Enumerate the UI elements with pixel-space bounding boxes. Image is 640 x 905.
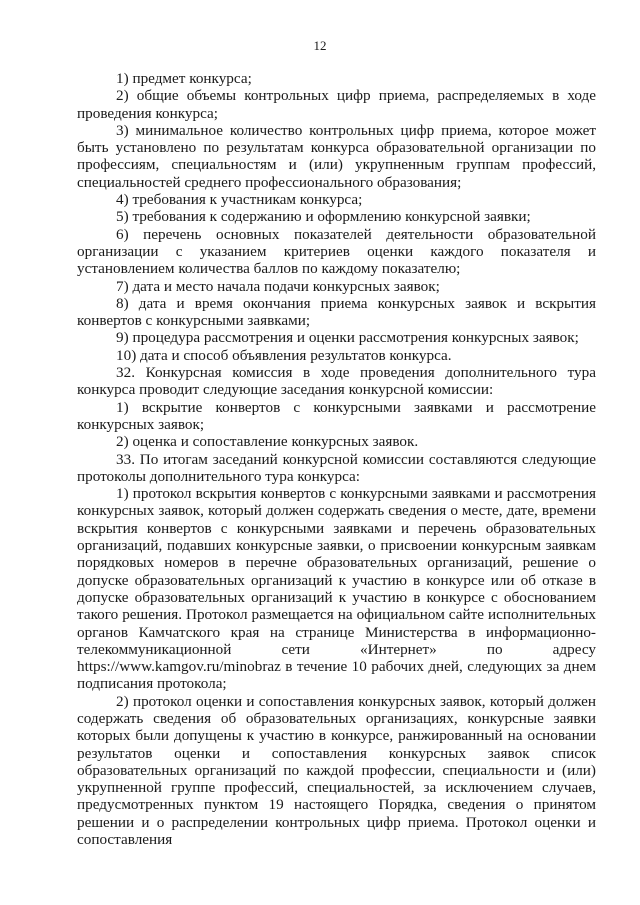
list-item-submission-start: 7) дата и место начала подачи конкурсных заявок; <box>116 277 440 295</box>
clause-33: 33. По итогам заседаний конкурсной комиссии составляются следующие протоколы дополнительного тура конкурса: <box>77 450 596 485</box>
clause-33-item-1: 1) протокол вскрытия конвертов с конкурсными заявками и рассмотрения конкурсных заявок, который должен содержать сведения о месте, дате, времени вскрытия конвертов с конкурсными заявками и перечень образовательных организаций, подавших конкурсные заявки, о присвоении конкурсным заявкам порядковых номеров в перечне образовательных организаций, решение о допуске образовательных организаций к участию в конкурсе или об отказе в допуске образовательных организаций к участию в конкурсе с обоснованием такого решения. Протокол размещается на официальном сайте исполнительных органов Камчатского края на странице Министерства в информационно-телекоммуникационной сети «Интернет» по адресу https://www.kamgov.ru/minobraz в течение 10 рабочих дней, следующих за днем подписания протокола; <box>77 485 596 693</box>
list-item-submission-end: 8) дата и время окончания приема конкурсных заявок и вскрытия конвертов с конкурсными заявками; <box>77 294 596 330</box>
list-item-results-announcement: 10) дата и способ объявления результатов конкурса. <box>116 346 452 364</box>
clause-32: 32. Конкурсная комиссия в ходе проведения дополнительного тура конкурса проводит следующие заседания конкурсной комиссии: <box>77 364 596 399</box>
list-item-review-procedure: 9) процедура рассмотрения и оценки рассмотрения конкурсных заявок; <box>116 329 579 347</box>
clause-32-item-2: 2) оценка и сопоставление конкурсных заявок. <box>116 433 419 451</box>
clause-33-item-2: 2) протокол оценки и сопоставления конкурсных заявок, который должен содержать сведения об образовательных организациях, конкурсные заявки которых были допущены к участию в конкурсе, ранжированный на основании результатов оценки и сопоставления конкурсных заявок список образовательных организаций по каждой профессии, специальности и (или) укрупненной группе профессий, специальностей, за исключением случаев, предусмотренных пунктом 19 настоящего Порядка, сведения о принятом решении и о распределении контрольных цифр приема. Протокол оценки и сопоставления <box>77 692 596 849</box>
list-item-application-requirements: 5) требования к содержанию и оформлению конкурсной заявки; <box>116 208 531 226</box>
list-item-minimum-quota: 3) минимальное количество контрольных цифр приема, которое может быть установлено по результатам конкурса образовательной организации по профессиям, специальностям и (или) укрупненным группам профессий, специальностей среднего профессионального образования; <box>77 121 596 191</box>
document-body <box>77 70 596 848</box>
list-item-total-volumes: 2) общие объемы контрольных цифр приема, распределяемых в ходе проведения конкурса; <box>77 87 596 122</box>
list-item-subject: 1) предмет конкурса; <box>116 70 252 87</box>
list-item-performance-indicators: 6) перечень основных показателей деятельности образовательной организации с указанием критериев оценки каждого показателя и установлением количества баллов по каждому показателю; <box>77 225 596 278</box>
clause-32-item-1: 1) вскрытие конвертов с конкурсными заявками и рассмотрение конкурсных заявок; <box>77 398 596 433</box>
list-item-participant-requirements: 4) требования к участникам конкурса; <box>116 191 363 209</box>
page-number: 12 <box>313 38 327 53</box>
